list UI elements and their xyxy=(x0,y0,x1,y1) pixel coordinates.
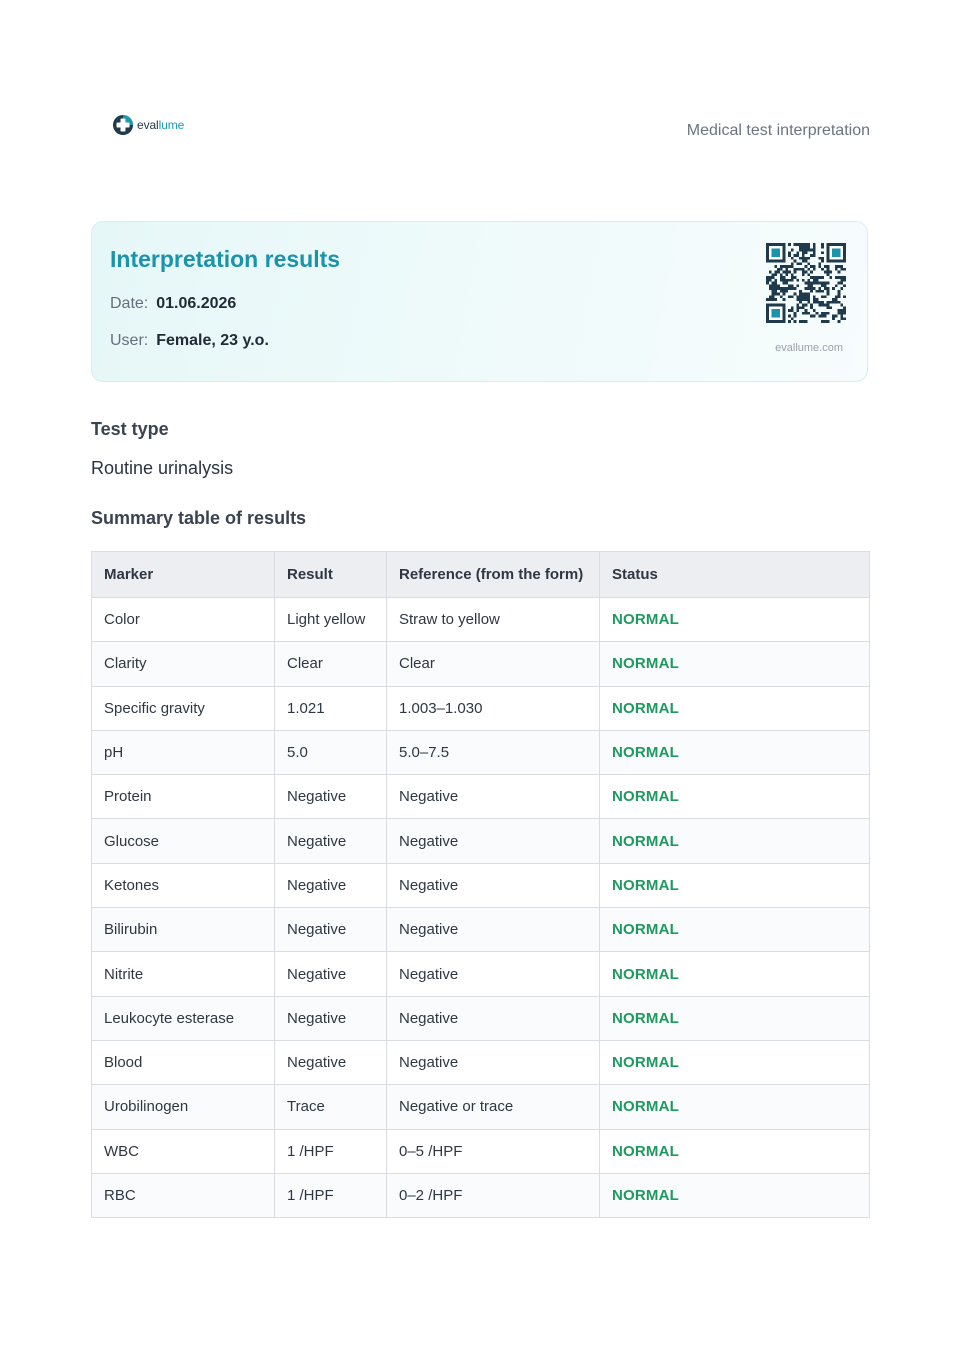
status-badge: NORMAL xyxy=(600,1040,870,1084)
cell-marker: Bilirubin xyxy=(92,908,275,952)
cell-reference: Negative xyxy=(387,952,600,996)
medical-cross-logo-icon xyxy=(112,114,134,136)
status-badge: NORMAL xyxy=(600,952,870,996)
table-header-row xyxy=(92,552,870,598)
cell-marker: Protein xyxy=(92,775,275,819)
qr-caption: evallume.com xyxy=(775,342,843,354)
table-row xyxy=(92,730,870,774)
cell-marker: WBC xyxy=(92,1129,275,1173)
test-type-value: Routine urinalysis xyxy=(91,458,234,478)
status-badge: NORMAL xyxy=(600,819,870,863)
table-row xyxy=(92,1085,870,1129)
cell-marker: Clarity xyxy=(92,642,275,686)
cell-result: 1 /HPF xyxy=(275,1129,387,1173)
cell-reference: Negative xyxy=(387,775,600,819)
status-badge: NORMAL xyxy=(600,686,870,730)
status-badge: NORMAL xyxy=(600,996,870,1040)
status-badge: NORMAL xyxy=(600,1085,870,1129)
cell-result: Negative xyxy=(275,996,387,1040)
status-badge: NORMAL xyxy=(600,1173,870,1217)
cell-result: Negative xyxy=(275,775,387,819)
interpretation-card xyxy=(91,221,868,382)
page-header xyxy=(0,0,962,180)
table-row xyxy=(92,775,870,819)
cell-marker: Color xyxy=(92,598,275,642)
status-badge: NORMAL xyxy=(600,642,870,686)
cell-reference: Negative xyxy=(387,1040,600,1084)
status-badge: NORMAL xyxy=(600,775,870,819)
table-row xyxy=(92,908,870,952)
status-badge: NORMAL xyxy=(600,730,870,774)
column-header-status: Status xyxy=(600,552,870,598)
column-header-marker: Marker xyxy=(92,552,275,598)
cell-marker: Blood xyxy=(92,1040,275,1084)
cell-marker: Nitrite xyxy=(92,952,275,996)
cell-marker: pH xyxy=(92,730,275,774)
table-row xyxy=(92,1173,870,1217)
status-badge: NORMAL xyxy=(600,598,870,642)
cell-result: Negative xyxy=(275,819,387,863)
cell-reference: Negative xyxy=(387,908,600,952)
test-type-heading: Test type xyxy=(91,419,169,439)
cell-marker: Specific gravity xyxy=(92,686,275,730)
user-label: User: xyxy=(110,332,149,349)
cell-marker: RBC xyxy=(92,1173,275,1217)
column-header-result: Result xyxy=(275,552,387,598)
column-header-reference: Reference (from the form) xyxy=(387,552,600,598)
date-value: 01.06.2026 xyxy=(156,295,237,312)
table-row xyxy=(92,1129,870,1173)
cell-result: 5.0 xyxy=(275,730,387,774)
cell-result: Trace xyxy=(275,1085,387,1129)
document-title: Medical test interpretation xyxy=(686,122,870,139)
cell-result: 1 /HPF xyxy=(275,1173,387,1217)
cell-reference: 5.0–7.5 xyxy=(387,730,600,774)
cell-marker: Glucose xyxy=(92,819,275,863)
status-badge: NORMAL xyxy=(600,908,870,952)
cell-result: Clear xyxy=(275,642,387,686)
table-row xyxy=(92,686,870,730)
cell-marker: Urobilinogen xyxy=(92,1085,275,1129)
cell-result: 1.021 xyxy=(275,686,387,730)
brand-name: evallume xyxy=(137,118,185,132)
cell-reference: 0–5 /HPF xyxy=(387,1129,600,1173)
cell-reference: Negative xyxy=(387,863,600,907)
cell-result: Negative xyxy=(275,952,387,996)
cell-marker: Leukocyte esterase xyxy=(92,996,275,1040)
brand-logo xyxy=(112,114,184,136)
card-title: Interpretation results xyxy=(110,246,341,272)
cell-reference: 1.003–1.030 xyxy=(387,686,600,730)
date-row xyxy=(110,295,236,313)
table-row xyxy=(92,996,870,1040)
summary-heading: Summary table of results xyxy=(91,508,307,528)
table-row xyxy=(92,952,870,996)
table-row xyxy=(92,598,870,642)
cell-reference: Negative xyxy=(387,996,600,1040)
table-row xyxy=(92,819,870,863)
cell-result: Negative xyxy=(275,908,387,952)
cell-reference: Clear xyxy=(387,642,600,686)
user-row xyxy=(110,332,269,350)
cell-result: Negative xyxy=(275,863,387,907)
status-badge: NORMAL xyxy=(600,1129,870,1173)
table-row xyxy=(92,642,870,686)
date-label: Date: xyxy=(110,295,149,312)
status-badge: NORMAL xyxy=(600,863,870,907)
table-row xyxy=(92,863,870,907)
table-row xyxy=(92,1040,870,1084)
cell-reference: Negative xyxy=(387,819,600,863)
cell-reference: 0–2 /HPF xyxy=(387,1173,600,1217)
cell-reference: Negative or trace xyxy=(387,1085,600,1129)
user-value: Female, 23 y.o. xyxy=(156,332,269,349)
cell-marker: Ketones xyxy=(92,863,275,907)
cell-reference: Straw to yellow xyxy=(387,598,600,642)
qr-code-icon[interactable] xyxy=(766,243,846,323)
cell-result: Light yellow xyxy=(275,598,387,642)
cell-result: Negative xyxy=(275,1040,387,1084)
results-table-body xyxy=(92,598,870,1218)
results-table xyxy=(91,551,870,1218)
